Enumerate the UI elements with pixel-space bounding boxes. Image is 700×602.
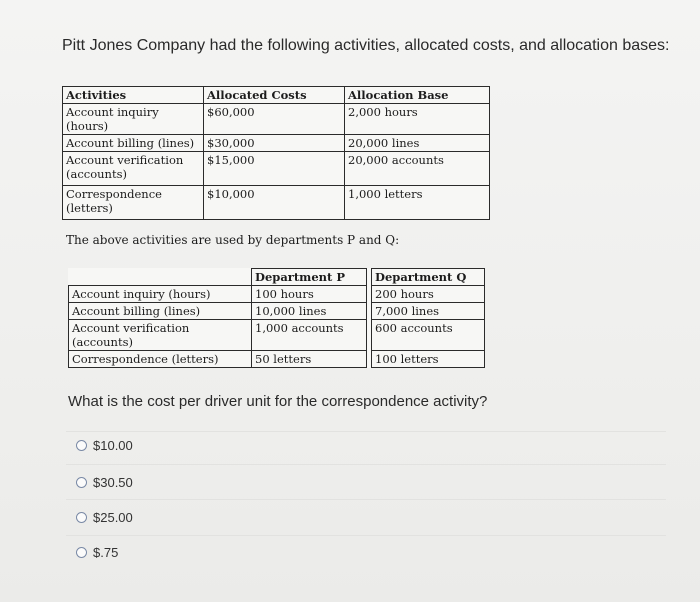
answer-option-3[interactable] [76, 510, 133, 525]
activity-cell: Account inquiry (hours) [63, 104, 204, 135]
departments-table [68, 268, 485, 368]
radio-button-icon[interactable] [76, 547, 87, 558]
cost-cell: $30,000 [204, 135, 345, 152]
department-q-cell: 600 accounts [372, 320, 485, 351]
answer-option-1[interactable] [76, 438, 133, 453]
table-row [69, 320, 485, 351]
activity-cell: Account inquiry (hours) [69, 286, 252, 303]
table-row [69, 351, 485, 368]
activity-cell: Account billing (lines) [69, 303, 252, 320]
base-cell: 20,000 accounts [345, 152, 490, 186]
table-row [63, 135, 490, 152]
department-q-cell: 100 letters [372, 351, 485, 368]
table-row [69, 286, 485, 303]
department-p-cell: 50 letters [252, 351, 367, 368]
activity-cell: Correspondence (letters) [69, 351, 252, 368]
table-row [63, 152, 490, 186]
cost-cell: $10,000 [204, 186, 345, 220]
table-row [69, 303, 485, 320]
activity-cell: Account verification (accounts) [63, 152, 204, 186]
activity-cell: Account billing (lines) [63, 135, 204, 152]
department-p-cell: 1,000 accounts [252, 320, 367, 351]
header-activities: Activities [63, 87, 204, 104]
base-cell: 1,000 letters [345, 186, 490, 220]
divider [66, 499, 666, 500]
option-label: $30.50 [93, 475, 133, 490]
option-label: $25.00 [93, 510, 133, 525]
department-q-cell: 7,000 lines [372, 303, 485, 320]
header-allocation-base: Allocation Base [345, 87, 490, 104]
department-p-cell: 10,000 lines [252, 303, 367, 320]
table-header-row [63, 87, 490, 104]
radio-button-icon[interactable] [76, 512, 87, 523]
department-q-cell: 200 hours [372, 286, 485, 303]
base-cell: 20,000 lines [345, 135, 490, 152]
header-allocated-costs: Allocated Costs [204, 87, 345, 104]
table-row [63, 104, 490, 135]
activities-table [62, 86, 490, 220]
option-label: $.75 [93, 545, 119, 560]
header-blank [69, 269, 252, 286]
divider [66, 464, 666, 465]
answer-option-4[interactable] [76, 545, 118, 560]
header-department-q: Department Q [372, 269, 485, 286]
base-cell: 2,000 hours [345, 104, 490, 135]
table-header-row [69, 269, 485, 286]
option-label: $10.00 [93, 438, 133, 453]
activity-cell: Correspondence (letters) [63, 186, 204, 220]
table-row [63, 186, 490, 220]
divider [66, 535, 666, 536]
activity-cell: Account verification (accounts) [69, 320, 252, 351]
cost-cell: $60,000 [204, 104, 345, 135]
header-department-p: Department P [252, 269, 367, 286]
usage-note: The above activities are used by departments P and Q: [66, 233, 400, 247]
question-prompt: What is the cost per driver unit for the correspondence activity? [68, 393, 488, 410]
department-p-cell: 100 hours [252, 286, 367, 303]
answer-option-2[interactable] [76, 475, 133, 490]
question-title: Pitt Jones Company had the following activities, allocated costs, and allocation bases: [62, 37, 670, 54]
cost-cell: $15,000 [204, 152, 345, 186]
divider [66, 431, 666, 432]
radio-button-icon[interactable] [76, 440, 87, 451]
radio-button-icon[interactable] [76, 477, 87, 488]
